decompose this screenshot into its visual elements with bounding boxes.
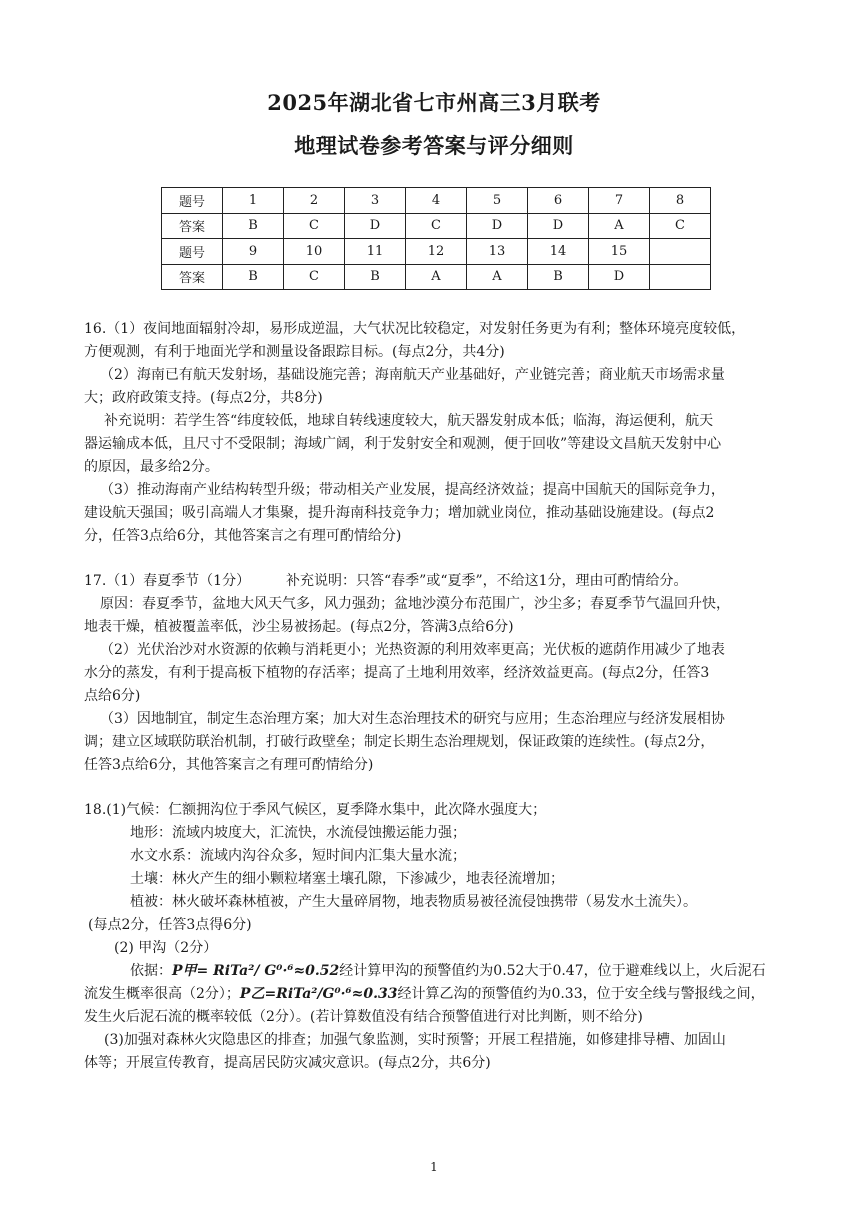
table-cell: D xyxy=(345,213,406,239)
table-cell: 4 xyxy=(406,188,467,214)
q16-line-1: 16.（1）夜间地面辐射冷却，易形成逆温，大气状况比较稳定，对发射任务更为有利；整体环境亮度较低， xyxy=(84,321,746,337)
table-cell: 12 xyxy=(406,239,467,265)
q16-line-6: 器运输成本低，且尺寸不受限制；海域广阔，利于发射安全和观测，便于回收”等建设文昌航天发射中心 xyxy=(84,436,722,452)
table-cell: 9 xyxy=(223,239,284,265)
table-cell: A xyxy=(589,213,650,239)
page-title: 2025年湖北省七市州高三3月联考 xyxy=(267,90,601,115)
table-cell: C xyxy=(650,213,711,239)
q18-line-6: (每点2分，任答3点得6分) xyxy=(88,917,252,933)
table-cell: D xyxy=(589,264,650,290)
table-cell: C xyxy=(284,213,345,239)
table-cell: A xyxy=(467,264,528,290)
table-cell: 14 xyxy=(528,239,589,265)
q17-line-3: 地表干燥，植被覆盖率低，沙尘易被扬起。(每点2分，答满3点给6分) xyxy=(84,619,514,635)
q18-line-11: (3)加强对森林火灾隐患区的排查；加强气象监测，实时预警；开展工程措施，如修建排导槽、加固山 xyxy=(104,1032,726,1048)
q18-line-8-suffix: 经计算甲沟的预警值约为0.52大于0.47，位于避难线以上，火后泥石 xyxy=(339,963,766,979)
table-cell: B xyxy=(223,213,284,239)
q18-line-8-prefix: 依据： xyxy=(130,963,172,979)
q16-line-5: 补充说明：若学生答“纬度较低，地球自转线速度较大，航天器发射成本低；临海，海运便利，航天 xyxy=(104,413,714,429)
q18-formula-yi: P乙=RiTa²/G⁰·⁶≈0.33 xyxy=(239,986,398,1002)
q17-line-1a: 17.（1）春夏季节（1分） xyxy=(84,573,251,589)
table-cell: 15 xyxy=(589,239,650,265)
table-row xyxy=(162,264,711,290)
table-cell: C xyxy=(284,264,345,290)
q16-line-9: 建设航天强国；吸引高端人才集聚，提升海南科技竞争力；增加就业岗位，推动基础设施建设。(每点2 xyxy=(84,505,715,521)
table-cell: 10 xyxy=(284,239,345,265)
q16-line-4: 大；政府政策支持。(每点2分，共8分) xyxy=(84,390,323,406)
table-cell: 6 xyxy=(528,188,589,214)
q18-line-4: 土壤：林火产生的细小颗粒堵塞土壤孔隙，下渗减少，地表径流增加； xyxy=(130,871,564,887)
table-cell: 3 xyxy=(345,188,406,214)
table-cell: 11 xyxy=(345,239,406,265)
q18-line-9-prefix: 流发生概率很高（2分）； xyxy=(84,986,240,1002)
table-row-label: 答案 xyxy=(162,264,223,290)
q17-line-2: 原因：春夏季节，盆地大风天气多，风力强劲；盆地沙漠分布范围广，沙尘多；春夏季节气温回升快， xyxy=(100,596,730,612)
q17-line-6: 点给6分) xyxy=(84,688,141,704)
q18-line-2: 地形：流域内坡度大，汇流快，水流侵蚀搬运能力强； xyxy=(130,825,466,841)
table-cell xyxy=(650,239,711,265)
table-cell: D xyxy=(528,213,589,239)
table-cell: 13 xyxy=(467,239,528,265)
table-cell: 1 xyxy=(223,188,284,214)
q17-line-5: 水分的蒸发，有利于提高板下植物的存活率；提高了土地利用效率，经济效益更高。(每点2分，任答3 xyxy=(84,665,710,681)
q16-line-8: （3）推动海南产业结构转型升级；带动相关产业发展，提高经济效益；提高中国航天的国际竞争力， xyxy=(100,482,725,498)
q17-line-7: （3）因地制宜，制定生态治理方案；加大对生态治理技术的研究与应用；生态治理应与经济发展相协 xyxy=(100,711,725,727)
table-cell xyxy=(650,264,711,290)
q18-line-9 xyxy=(84,983,792,1006)
q18-line-1: 18.(1)气候：仁额拥沟位于季风气候区，夏季降水集中，此次降水强度大； xyxy=(84,802,547,818)
q16-line-7: 的原因，最多给2分。 xyxy=(84,459,219,475)
answer-table xyxy=(161,187,711,290)
q16-line-2: 方便观测，有利于地面光学和测量设备跟踪目标。(每点2分，共4分) xyxy=(84,344,505,360)
table-cell: B xyxy=(345,264,406,290)
table-cell: C xyxy=(406,213,467,239)
q16-line-3: （2）海南已有航天发射场，基础设施完善；海南航天产业基础好，产业链完善；商业航天市场需求量 xyxy=(100,367,725,383)
table-row-label: 题号 xyxy=(162,239,223,265)
table-cell: D xyxy=(467,213,528,239)
q18-line-7: (2) 甲沟（2分） xyxy=(114,940,218,956)
q17-line-1b: 补充说明：只答“春季”或“夏季”，不给这1分，理由可酌情给分。 xyxy=(286,573,688,589)
q17-line-9: 任答3点给6分，其他答案言之有理可酌情给分) xyxy=(84,757,374,773)
q18-line-3: 水文水系：流域内沟谷众多，短时间内汇集大量水流； xyxy=(130,848,466,864)
table-cell: 7 xyxy=(589,188,650,214)
table-row xyxy=(162,213,711,239)
table-row-label: 题号 xyxy=(162,188,223,214)
table-row-label: 答案 xyxy=(162,213,223,239)
page-number: 1 xyxy=(430,1160,438,1174)
q16-line-10: 分，任答3点给6分，其他答案言之有理可酌情给分) xyxy=(84,528,402,544)
q17-line-8: 调；建立区域联防联治机制，打破行政壁垒；制定长期生态治理规划，保证政策的连续性。(每点2分， xyxy=(84,734,715,750)
q18-line-9-suffix: 经计算乙沟的预警值约为0.33，位于安全线与警报线之间， xyxy=(397,986,765,1002)
q18-line-5: 植被：林火破坏森林植被，产生大量碎屑物，地表物质易被径流侵蚀携带（易发水土流失）。 xyxy=(130,894,697,910)
q18-line-8 xyxy=(130,960,838,983)
table-cell: B xyxy=(528,264,589,290)
q17-line-4: （2）光伏治沙对水资源的依赖与消耗更小；光热资源的利用效率更高；光伏板的遮荫作用减少了地表 xyxy=(100,642,725,658)
table-row xyxy=(162,239,711,265)
q18-formula-jia: P甲= RiTa²/ G⁰·⁶≈0.52 xyxy=(172,963,340,979)
table-cell: 5 xyxy=(467,188,528,214)
table-cell: 2 xyxy=(284,188,345,214)
table-cell: 8 xyxy=(650,188,711,214)
q18-line-10: 发生火后泥石流的概率较低（2分）。(若计算数值没有结合预警值进行对比判断，则不给分) xyxy=(84,1009,643,1025)
table-row xyxy=(162,188,711,214)
table-cell: B xyxy=(223,264,284,290)
page-subtitle: 地理试卷参考答案与评分细则 xyxy=(294,133,574,158)
table-cell: A xyxy=(406,264,467,290)
q18-line-12: 体等；开展宣传教育，提高居民防灾减灾意识。(每点2分，共6分) xyxy=(84,1055,491,1071)
